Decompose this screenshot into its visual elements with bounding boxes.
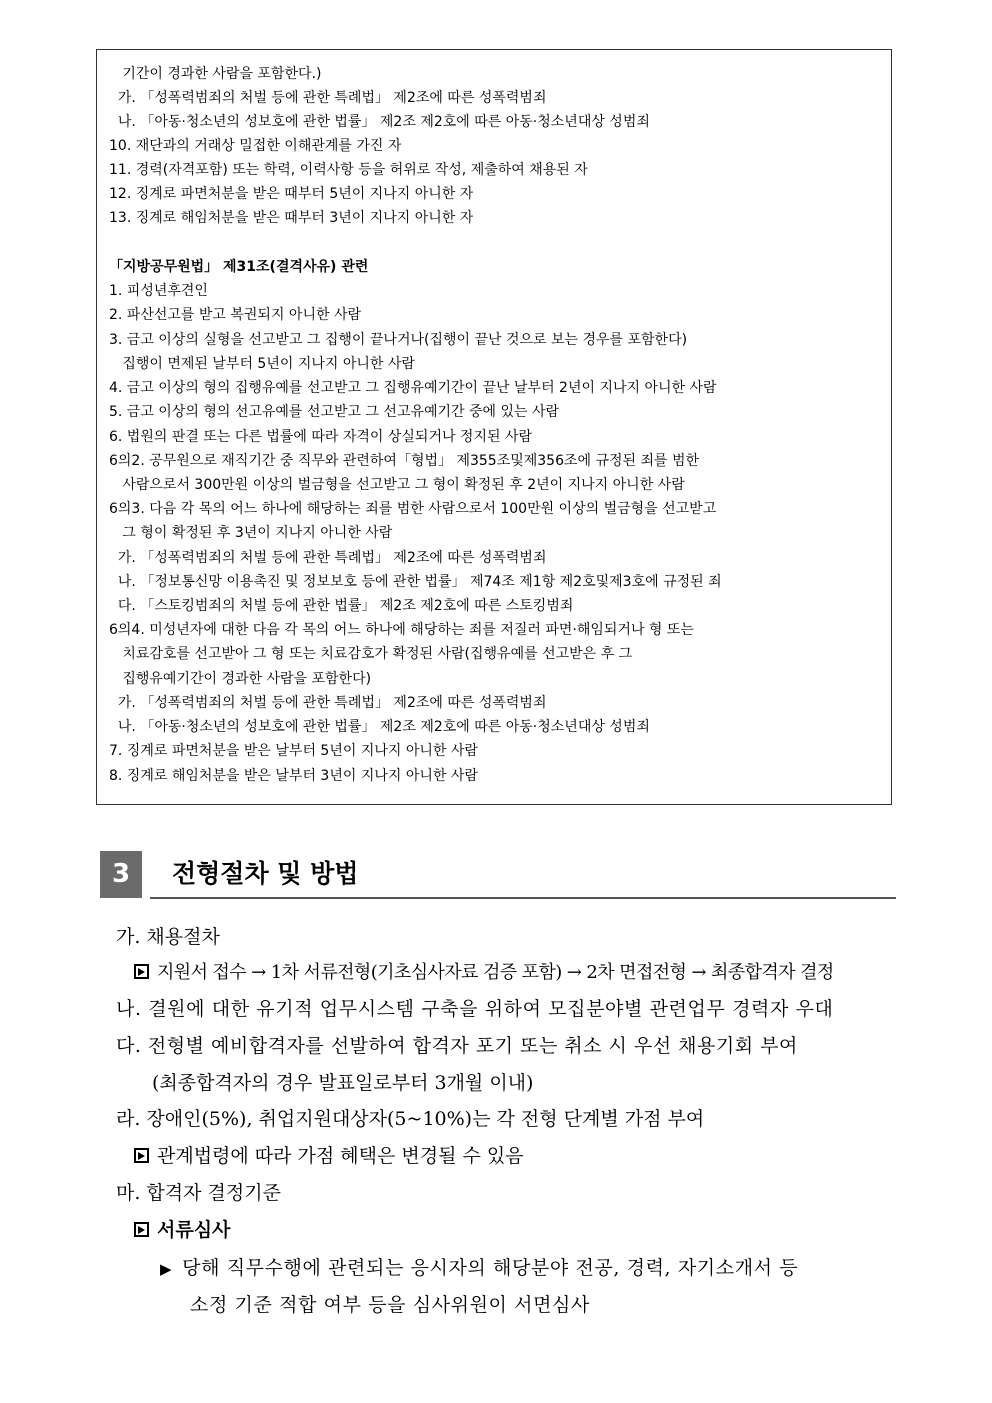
item-ma-sub — [134, 1217, 230, 1243]
law-line: 3. 금고 이상의 실형을 선고받고 그 집행이 끝나거나(집행이 끝난 것으로 보는 경우를 포함한다) — [109, 332, 688, 348]
triangle-bullet-icon: ▶ — [160, 1260, 173, 1278]
law-line: 다. 「스토킹범죄의 처벌 등에 관한 법률」 제2조 제2호에 따른 스토킹범죄 — [109, 598, 574, 614]
box-line: 기간이 경과한 사람을 포함한다.) — [109, 66, 322, 82]
box-line: 나. 「아동·청소년의 성보호에 관한 법률」 제2조 제2호에 따른 아동·청소년대상 성범죄 — [109, 114, 650, 130]
law-line: 8. 징계로 해임처분을 받은 날부터 3년이 지나지 아니한 사람 — [109, 768, 478, 784]
arrow-box-icon — [134, 1222, 149, 1237]
law-line: 6의2. 공무원으로 재직기간 중 직무와 관련하여「형법」 제355조및제356조에 규정된 죄를 범한 — [109, 453, 700, 469]
item-ma-bullet-cont: 소정 기준 적합 여부 등을 심사위원이 서면심사 — [190, 1294, 590, 1316]
item-ra: 라. 장애인(5%), 취업지원대상자(5~10%)는 각 전형 단계별 가점 부여 — [116, 1108, 705, 1130]
item-ra-detail-text: 관계법령에 따라 가점 혜택은 변경될 수 있음 — [157, 1145, 524, 1167]
law-line: 5. 금고 이상의 형의 선고유예를 선고받고 그 선고유예기간 중에 있는 사람 — [109, 404, 560, 420]
law-line: 집행유예기간이 경과한 사람을 포함한다) — [109, 671, 372, 687]
item-ra-detail — [134, 1143, 524, 1169]
law-line: 나. 「정보통신망 이용촉진 및 정보보호 등에 관한 법률」 제74조 제1항 제2호및제3호에 규정된 죄 — [109, 574, 722, 590]
item-ga-detail — [134, 960, 834, 986]
law-line: 집행이 면제된 날부터 5년이 지나지 아니한 사람 — [109, 356, 415, 372]
law-line: 2. 파산선고를 받고 복권되지 아니한 사람 — [109, 307, 361, 323]
law-line: 1. 피성년후견인 — [109, 283, 208, 299]
section-number: 3 — [100, 851, 142, 898]
disqualification-box — [96, 49, 892, 805]
law-line: 4. 금고 이상의 형의 집행유예를 선고받고 그 집행유예기간이 끝난 날부터 2년이 지나지 아니한 사람 — [109, 380, 717, 396]
section-title: 전형절차 및 방법 — [172, 859, 359, 888]
box-line: 12. 징계로 파면처분을 받은 때부터 5년이 지나지 아니한 자 — [109, 186, 474, 202]
law-line: 나. 「아동·청소년의 성보호에 관한 법률」 제2조 제2호에 따른 아동·청소년대상 성범죄 — [109, 719, 650, 735]
item-ma-bullet — [160, 1255, 798, 1282]
law-heading: 「지방공무원법」 제31조(결격사유) 관련 — [109, 259, 369, 275]
item-ma-sub-text: 서류심사 — [157, 1219, 231, 1241]
box-line: 가. 「성폭력범죄의 처벌 등에 관한 특례법」 제2조에 따른 성폭력범죄 — [109, 90, 547, 106]
law-line: 사람으로서 300만원 이상의 벌금형을 선고받고 그 형이 확정된 후 2년이 지나지 아니한 사람 — [109, 477, 685, 493]
item-da: 다. 전형별 예비합격자를 선발하여 합격자 포기 또는 취소 시 우선 채용기회 부여 — [116, 1035, 798, 1057]
law-line: 치료감호를 선고받아 그 형 또는 치료감호가 확정된 사람(집행유예를 선고받은 후 그 — [109, 646, 633, 662]
item-ma-bullet-text: 당해 직무수행에 관련되는 응시자의 해당분야 전공, 경력, 자기소개서 등 — [182, 1257, 799, 1279]
arrow-box-icon — [134, 1148, 149, 1163]
item-na: 나. 결원에 대한 유기적 업무시스템 구축을 위하여 모집분야별 관련업무 경력자 우대 — [116, 998, 834, 1020]
item-ma: 마. 합격자 결정기준 — [116, 1182, 281, 1204]
box-line: 13. 징계로 해임처분을 받은 때부터 3년이 지나지 아니한 자 — [109, 210, 474, 226]
box-line: 11. 경력(자격포함) 또는 학력, 이력사항 등을 허위로 작성, 제출하여 채용된 자 — [109, 162, 588, 178]
item-ga: 가. 채용절차 — [116, 926, 220, 948]
section-divider — [150, 897, 896, 899]
law-line: 그 형이 확정된 후 3년이 지나지 아니한 사람 — [109, 525, 393, 541]
item-ga-detail-text: 지원서 접수 → 1차 서류전형(기초심사자료 검증 포함) → 2차 면접전형 → 최종합격자 결정 — [157, 962, 834, 983]
law-line: 6의4. 미성년자에 대한 다음 각 목의 어느 하나에 해당하는 죄를 저질러 파면·해임되거나 형 또는 — [109, 622, 694, 638]
arrow-box-icon — [134, 964, 149, 979]
law-line: 7. 징계로 파면처분을 받은 날부터 5년이 지나지 아니한 사람 — [109, 743, 478, 759]
item-da-cont: (최종합격자의 경우 발표일로부터 3개월 이내) — [152, 1072, 534, 1094]
law-line: 6. 법원의 판결 또는 다른 법률에 따라 자격이 상실되거나 정지된 사람 — [109, 429, 533, 445]
law-line: 6의3. 다음 각 목의 어느 하나에 해당하는 죄를 범한 사람으로서 100만원 이상의 벌금형을 선고받고 — [109, 501, 717, 517]
law-line: 가. 「성폭력범죄의 처벌 등에 관한 특례법」 제2조에 따른 성폭력범죄 — [109, 695, 547, 711]
law-line: 가. 「성폭력범죄의 처벌 등에 관한 특례법」 제2조에 따른 성폭력범죄 — [109, 550, 547, 566]
box-line: 10. 재단과의 거래상 밀접한 이해관계를 가진 자 — [109, 138, 402, 154]
